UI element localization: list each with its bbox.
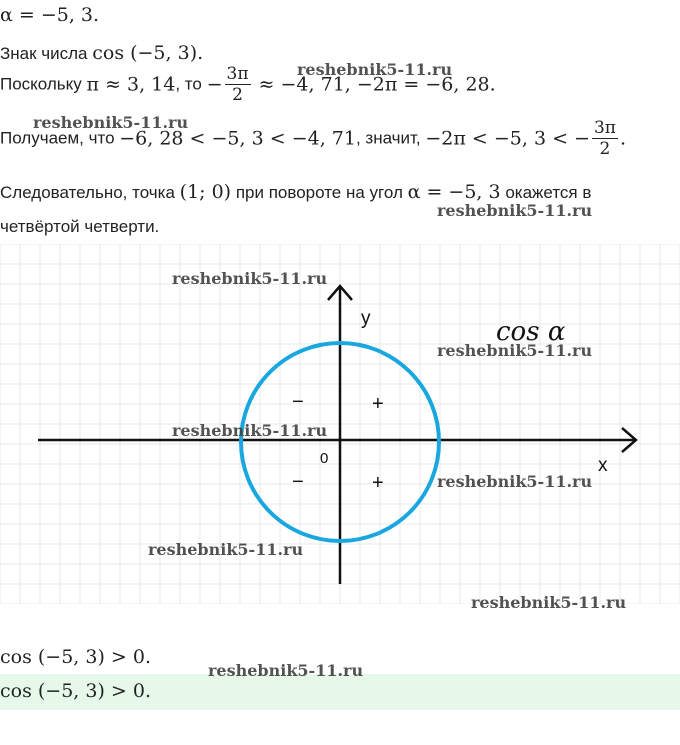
sign-question-line xyxy=(0,42,203,64)
inequality-text: Получаем, что xyxy=(0,128,120,148)
watermark: reshebnik5-11.ru xyxy=(437,472,593,491)
watermark: reshebnik5-11.ru xyxy=(172,269,328,288)
quadrant-line xyxy=(0,217,159,237)
quadrant-4-sign: + xyxy=(372,472,384,494)
three-pi-over-two-2 xyxy=(592,118,618,159)
point-coords: (1; 0) xyxy=(179,181,232,203)
x-axis-label: x xyxy=(598,455,608,476)
watermark: reshebnik5-11.ru xyxy=(33,113,189,132)
pi-estimate-text: Поскольку xyxy=(0,74,87,94)
function-label: cos α xyxy=(496,317,566,347)
watermark: reshebnik5-11.ru xyxy=(148,540,304,559)
fraction-denominator-2: 2 xyxy=(599,139,611,159)
answer-line xyxy=(0,680,151,702)
answer-inequality: cos (−5, 3) > 0. xyxy=(0,680,151,702)
pi-estimate-text-2: , то xyxy=(175,74,207,94)
inequality-text-2: , значит, xyxy=(355,128,426,148)
fraction-numerator-2: 3π xyxy=(593,118,616,138)
three-pi-over-two xyxy=(225,64,251,105)
fraction-denominator: 2 xyxy=(232,85,243,105)
result-line xyxy=(0,646,151,668)
cos-expression: cos (−5, 3). xyxy=(92,42,204,64)
pi-estimate-values: ≈ −4, 71, −2π = −6, 28. xyxy=(252,73,496,96)
watermark: reshebnik5-11.ru xyxy=(437,341,593,360)
alpha-value: α = −5, 3. xyxy=(0,4,100,26)
watermark: reshebnik5-11.ru xyxy=(297,60,453,79)
rotation-angle: α = −5, 3 xyxy=(407,181,501,203)
alpha-value-line xyxy=(0,4,99,26)
fraction-numerator: 3π xyxy=(226,64,249,84)
watermark: reshebnik5-11.ru xyxy=(471,593,627,612)
quadrant-1-sign: + xyxy=(372,393,384,415)
conclusion-text: Следовательно, точка xyxy=(0,183,180,202)
inequality-math: −6, 28 < −5, 3 < −4, 71 xyxy=(119,127,356,150)
quadrant-text: четвёртой четверти. xyxy=(0,217,160,236)
pi-approx: π ≈ 3, 14 xyxy=(86,73,176,96)
sign-question-text: Знак числа xyxy=(0,44,93,63)
quadrant-3-sign: − xyxy=(292,471,304,493)
conclusion-text-3: окажется в xyxy=(500,183,592,202)
watermark: reshebnik5-11.ru xyxy=(437,201,593,220)
inequality-math-2: −2π < −5, 3 < − xyxy=(425,127,590,150)
conclusion-text-2: при повороте на угол xyxy=(231,183,408,202)
conclusion-line xyxy=(0,181,591,203)
quadrant-2-sign: − xyxy=(292,391,304,413)
fraction-minus: − xyxy=(206,73,223,96)
unit-circle-diagram xyxy=(0,244,680,604)
y-axis-label: y xyxy=(361,308,371,329)
inequality-end: . xyxy=(619,127,627,150)
result-inequality: cos (−5, 3) > 0. xyxy=(0,646,151,668)
origin-label: 0 xyxy=(320,450,329,467)
watermark: reshebnik5-11.ru xyxy=(208,661,364,680)
watermark: reshebnik5-11.ru xyxy=(172,421,328,440)
